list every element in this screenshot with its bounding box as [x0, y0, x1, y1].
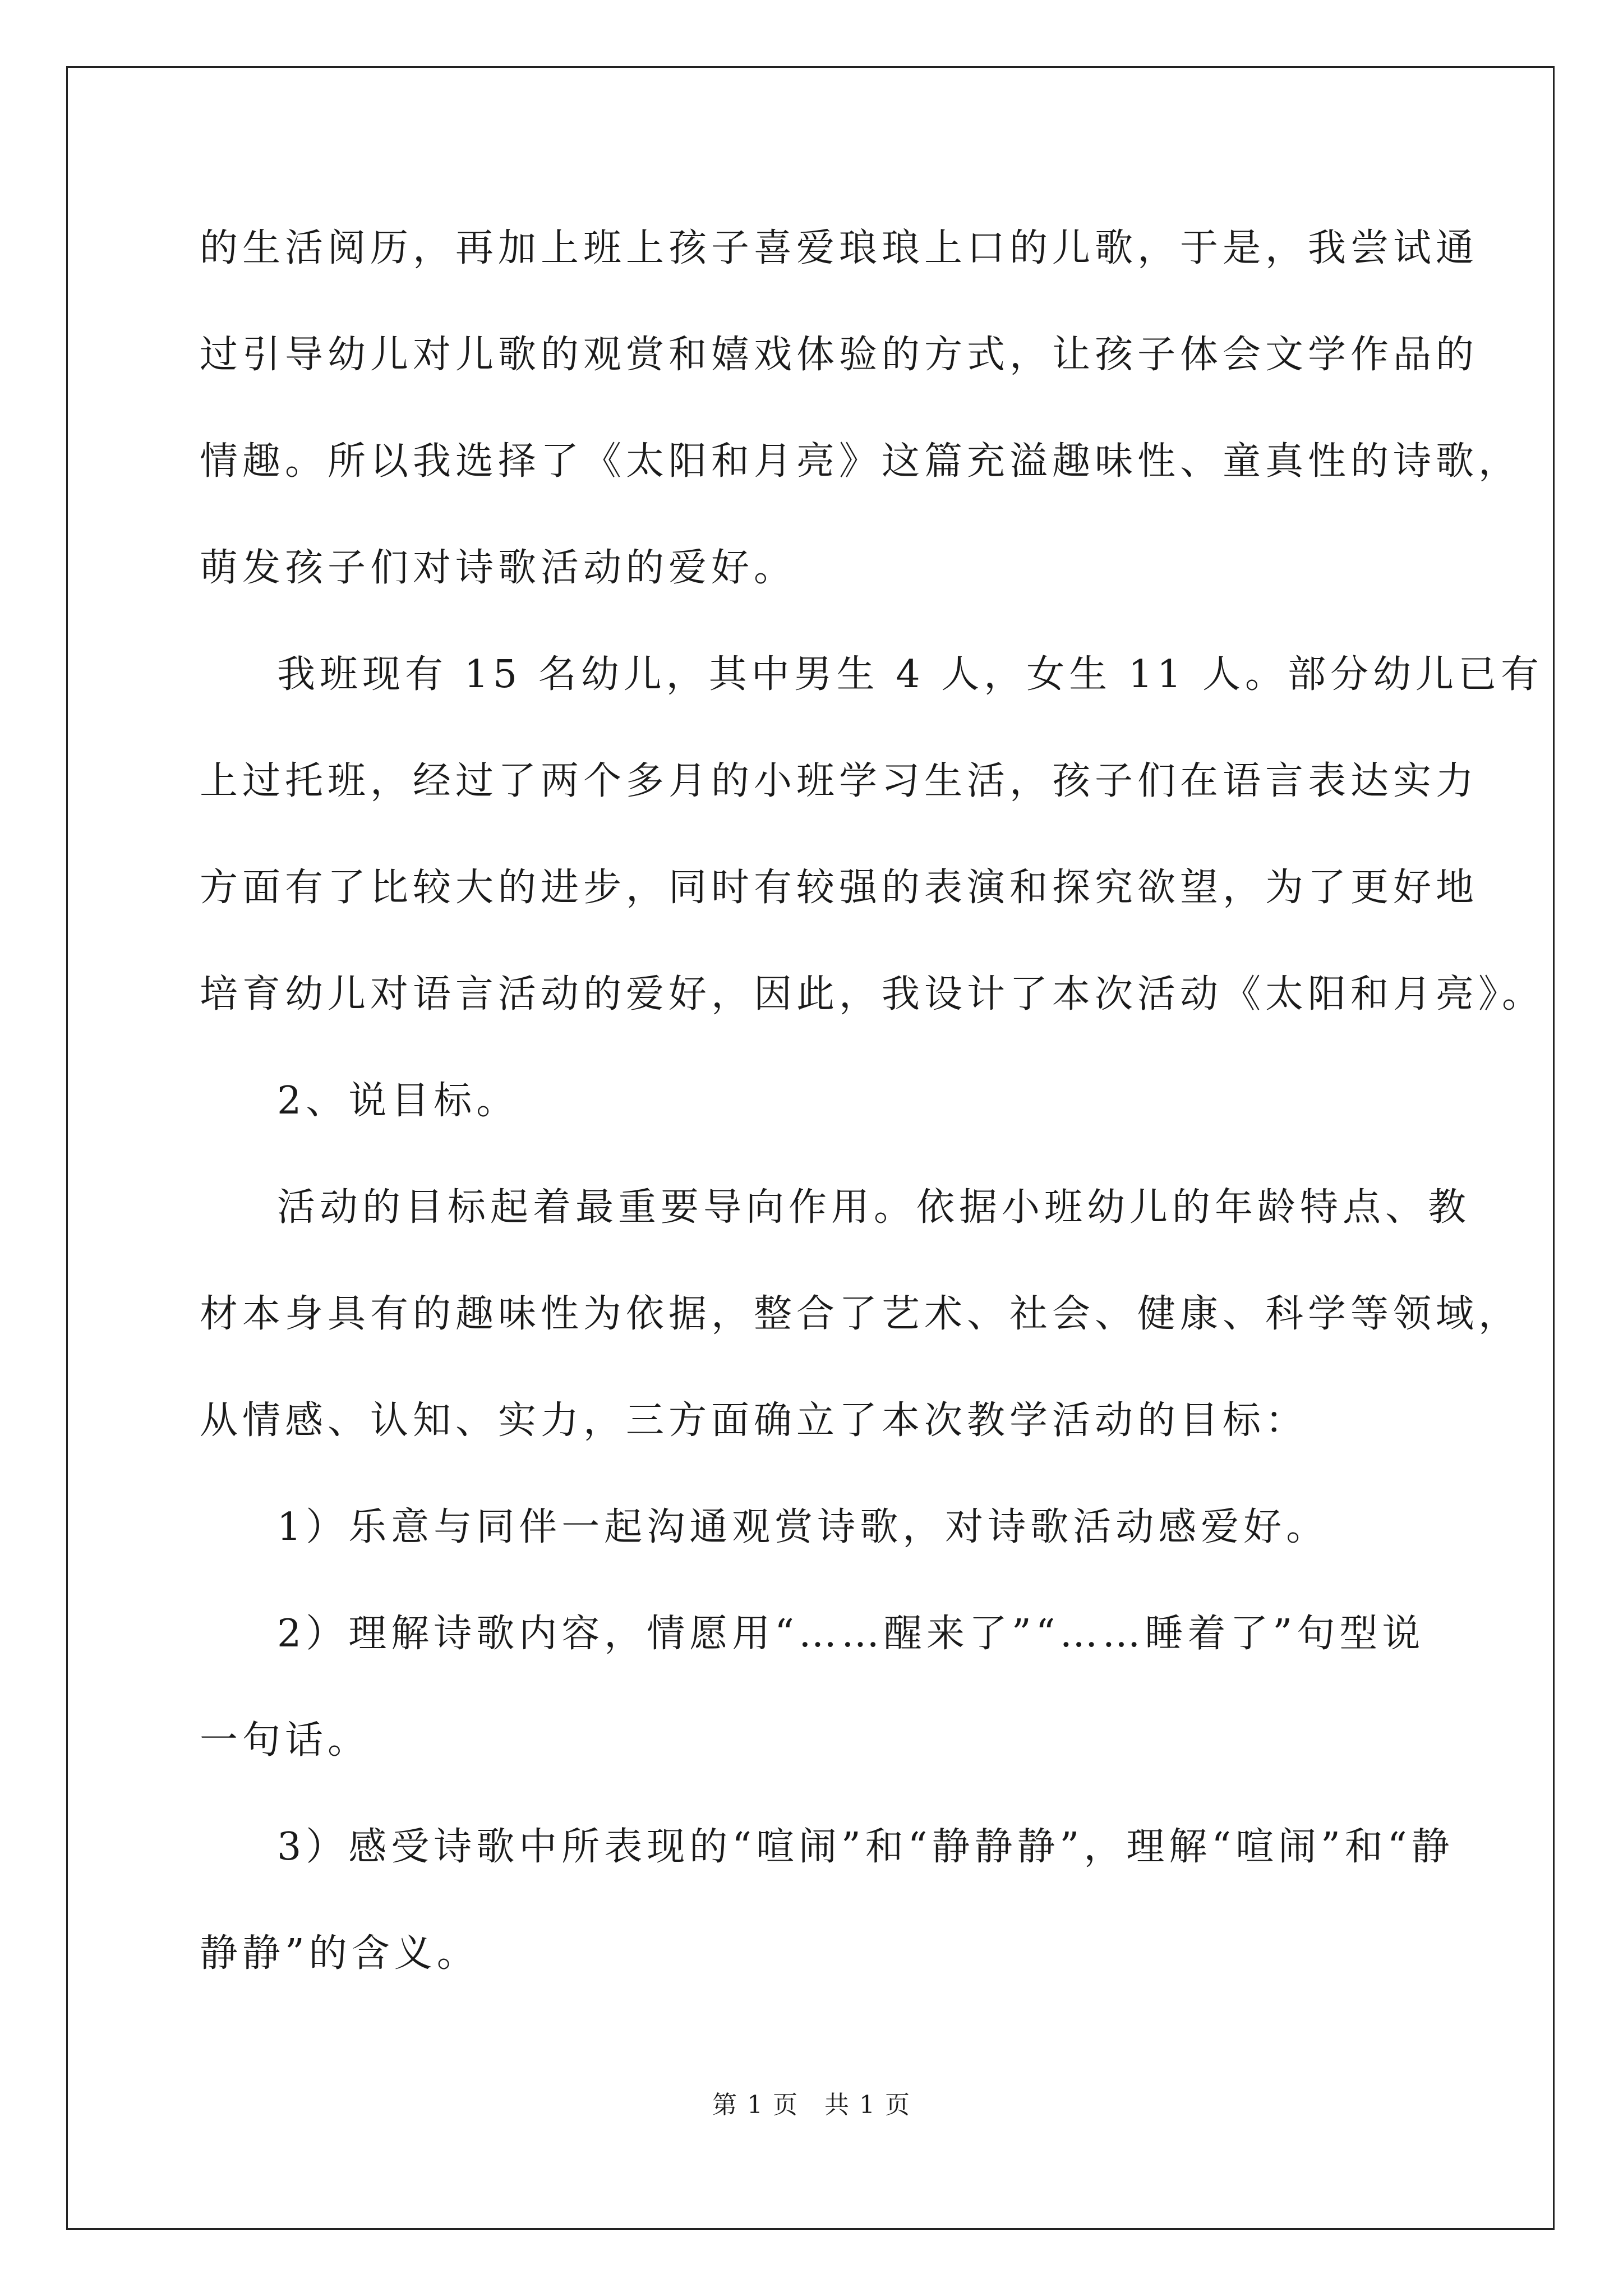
- section-heading: 2、说目标。: [277, 1079, 519, 1123]
- text-line-1: 的生活阅历，再加上班上孩子喜爱琅琅上口的儿歌，于是，我尝试通: [200, 226, 1479, 270]
- text-line-10: 活动的目标起着最重要导向作用。依据小班幼儿的年龄特点、教: [277, 1185, 1471, 1230]
- document-body: [200, 215, 1545, 2027]
- page-footer: 第 1 页 共 1 页: [712, 2091, 911, 2119]
- text-line-4: 萌发孩子们对诗歌活动的爱好。: [200, 546, 797, 590]
- text-line-5: 我班现有 15 名幼儿，其中男生 4 人，女生 11 人。部分幼儿已有: [277, 652, 1544, 697]
- text-line-12: 从情感、认知、实力，三方面确立了本次教学活动的目标：: [200, 1398, 1308, 1443]
- text-line-11: 材本身具有的趣味性为依据，整合了艺术、社会、健康、科学等领域，: [200, 1292, 1521, 1336]
- goal-item-3: 3）感受诗歌中所表现的“喧闹”和“静静静”，理解“喧闹”和“静: [277, 1825, 1454, 1869]
- text-line-2: 过引导幼儿对儿歌的观赏和嬉戏体验的方式，让孩子体会文学作品的: [200, 333, 1479, 377]
- goal-item-2: 2）理解诗歌内容，情愿用“……醒来了”“……睡着了”句型说: [277, 1612, 1425, 1656]
- text-line-6: 上过托班，经过了两个多月的小班学习生活，孩子们在语言表达实力: [200, 759, 1479, 803]
- goal-item-2-continued: 一句话。: [200, 1718, 371, 1763]
- text-line-3: 情趣。所以我选择了《太阳和月亮》这篇充溢趣味性、童真性的诗歌，: [200, 439, 1521, 484]
- goal-item-1: 1）乐意与同伴一起沟通观赏诗歌，对诗歌活动感爱好。: [277, 1505, 1329, 1549]
- goal-item-3-continued: 静静”的含义。: [200, 1931, 479, 1976]
- text-line-7: 方面有了比较大的进步，同时有较强的表演和探究欲望，为了更好地: [200, 866, 1479, 910]
- text-line-8: 培育幼儿对语言活动的爱好，因此，我设计了本次活动《太阳和月亮》。: [200, 972, 1545, 1016]
